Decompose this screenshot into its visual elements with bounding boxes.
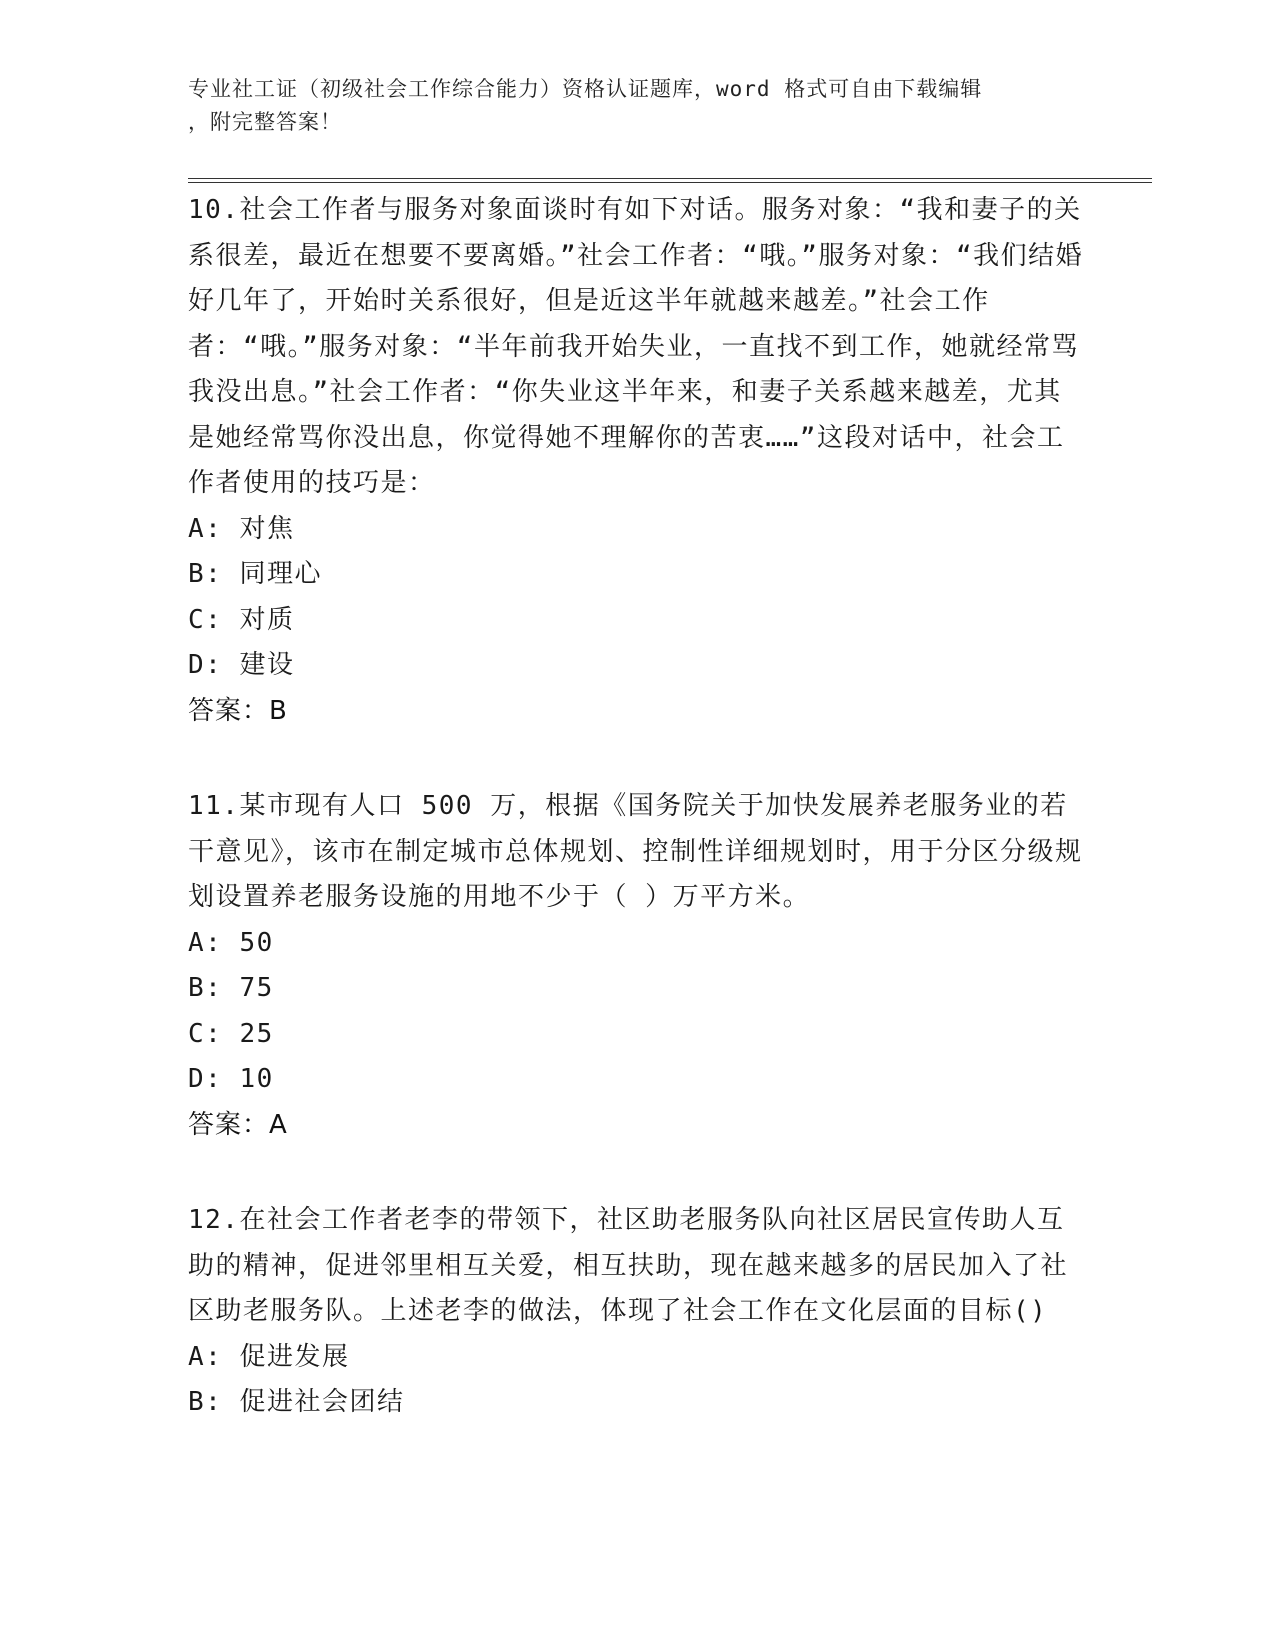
header-line-1: 专业社工证（初级社会工作综合能力）资格认证题库，word 格式可自由下载编辑 [188,77,983,101]
option-d: D: 10 [188,1064,274,1094]
header-line-2: ，附完整答案！ [188,110,342,134]
question-12 [188,1198,1088,1426]
header-divider-bottom [188,182,1152,183]
option-a: A: 对焦 [188,513,295,544]
option-a: A: 50 [188,927,274,958]
question-11 [188,784,1088,1148]
option-b: B: 促进社会团结 [188,1387,405,1417]
option-b: B: 75 [188,973,274,1003]
option-c: C: 25 [188,1018,274,1049]
option-d: D: 建设 [188,650,295,680]
answer-key: 答案：A [188,1109,288,1140]
answer-key: 答案：B [188,695,288,726]
question-list [188,188,1088,1426]
question-text: 11.某市现有人口 500 万，根据《国务院关于加快发展养老服务业的若干意见》，该市在制定城市总体规划、控制性详细规划时，用于分区分级规划设置养老服务设施的用地不少于（ ）万平方米。 [188,791,1083,912]
question-10 [188,188,1088,734]
option-c: C: 对质 [188,604,295,635]
option-b: B: 同理心 [188,559,322,589]
header-divider-top [188,178,1152,179]
question-text: 10.社会工作者与服务对象面谈时有如下对话。服务对象：“我和妻子的关系很差，最近在想要不要离婚。”社会工作者：“哦。”服务对象：“我们结婚好几年了，开始时关系很好，但是近这半年就越来越差。”社会工作者：“哦。”服务对象：“半年前我开始失业，一直找不到工作，她就经常骂我没出息。”社会工作者：“你失业这半年来，和妻子关系越来越差，尤其是她经常骂你没出息，你觉得她不理解你的苦衷……”这段对话中，社会工作者使用的技巧是： [188,195,1084,498]
question-text: 12.在社会工作者老李的带领下，社区助老服务队向社区居民宣传助人互助的精神，促进邻里相互关爱，相互扶助，现在越来越多的居民加入了社区助老服务队。上述老李的做法，体现了社会工作在文化层面的目标() [188,1205,1069,1326]
document-header [188,73,1088,139]
option-a: A: 促进发展 [188,1341,350,1372]
